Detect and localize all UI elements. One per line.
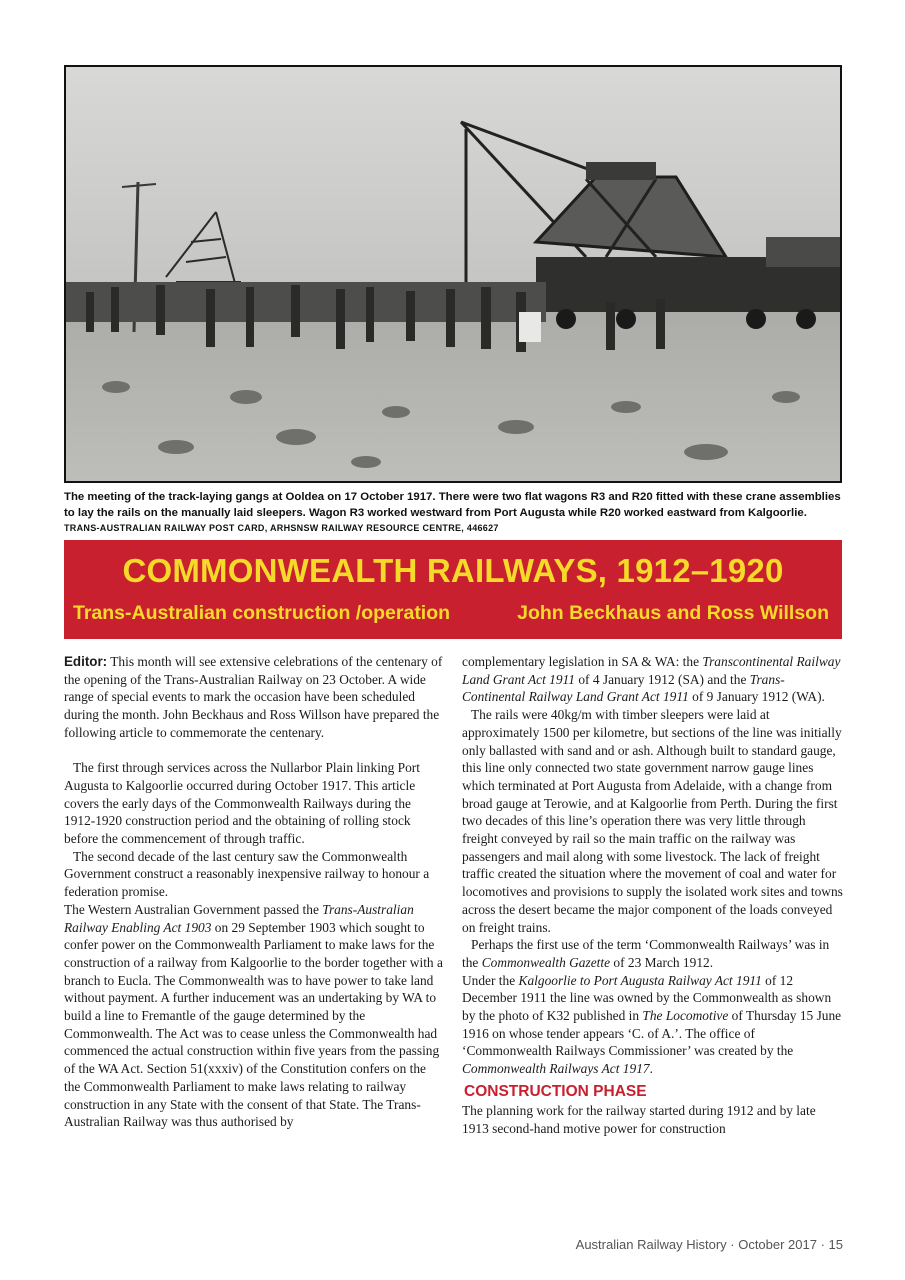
right-column [462,653,844,1137]
body-paragraph: The first through services across the Nullarbor Plain linking Port Augusta to Kalgoorlie occurred during October 1917. This article covers the early days of the Commonwealth Railways during the 1912-1920 construction period and the obtaining of rolling stock before the commencement of through traffic. [64,760,420,847]
body-paragraph: Perhaps the first use of the term ‘Commonwealth Railways’ was in the Commonwealth Gazette of 23 March 1912. [462,937,830,970]
article-authors: John Beckhaus and Ross Willson [517,602,829,624]
body-paragraph: The Western Australian Government passed the Trans-Australian Railway Enabling Act 1903 on 29 September 1903 which sought to confer power on the Commonwealth Parliament to make laws for the construction of a railway from Kalgoorlie to the border together with a branch to Eucla. The Commonwealth was to have power to take land without payment. A further inducement was an undertaking by WA to build a line to Fremantle of the gauge determined by the Commonwealth. The Act was to cease unless the Commonwealth had commenced the actual construction within five years from the passing of the WA Act. Section 51(xxxiv) of the Constitution confers on the the Commonwealth Parliament to make laws relating to railway construction in any State with the consent of that State. The Trans-Australian Railway was thus authorised by [64,901,443,1130]
editor-text: This month will see extensive celebrations of the centenary of the opening of the Trans-Australian Railway on 23 October. A wide range of special events to mark the occasion have been scheduled during the month. John Beckhaus and Ross Willson have prepared the following article to commemorate the centenary. [64,654,443,740]
body-paragraph: complementary legislation in SA & WA: the Transcontinental Railway Land Grant Act 1911 of 4 January 1912 (SA) and the Trans-Continental Railway Land Grant Act 1911 of 9 January 1912 (WA). [462,654,841,705]
page-footer: Australian Railway History · October 2017 · 15 [575,1237,843,1252]
left-column [64,653,444,1131]
act-title: Trans-Continental Railway Land Grant Act 1911 [462,671,785,705]
publication-title: The Locomotive [642,1008,729,1024]
act-title: Transcontinental Railway Land Grant Act 1911 [462,654,841,687]
caption-text: The meeting of the track-laying gangs at Ooldea on 17 October 1917. There were two flat wagons R3 and R20 fitted with these crane assemblies to lay the rails on the manually laid sleepers. Wagon R3 worked westward from Port Augusta while R20 worked eastward from Kalgoorlie. [64,491,841,519]
section-heading: CONSTRUCTION PHASE [464,1082,647,1100]
editor-label: Editor: [64,654,108,669]
title-banner [64,540,842,639]
body-paragraph: Under the Kalgoorlie to Port Augusta Railway Act 1911 of 12 December 1911 the line was owned by the Commonwealth as shown by the photo of K32 published in The Locomotive of Thursday 15 June 1916 on whose tender appears ‘C. of A.’. The office of ‘Commonwealth Railways Commissioner’ was created by the Commonwealth Railways Act 1917. [462,972,842,1077]
railway-construction-photo [64,65,842,483]
editor-note [64,653,444,742]
act-title: Commonwealth Railways Act 1917 [462,1061,650,1077]
body-paragraph: The second decade of the last century saw the Commonwealth Government construct a reasonably inexpensive railway to honour a federation promise. [64,848,430,900]
article-subtitle: Trans-Australian construction /operation [73,602,451,624]
body-paragraph: The planning work for the railway started during 1912 and by late 1913 second-hand motive power for construction [462,1102,816,1136]
caption-credit: TRANS-AUSTRALIAN RAILWAY POST CARD, ARHSNSW RAILWAY RESOURCE CENTRE, 446627 [64,523,499,533]
publication-title: Commonwealth Gazette [481,954,611,970]
photo-caption [64,490,844,537]
article-title: COMMONWEALTH RAILWAYS, 1912–1920 [122,552,784,589]
body-paragraph: The rails were 40kg/m with timber sleepers were laid at approximately 1500 per kilometre, but sections of the line was initially only ballasted with sand and or ash. Although built to standard gauge, this line only connected two state government narrow gauge lines which terminated at Port Augusta from Adelaide, with a change from broad gauge at Terowie, and at Kalgoorlie from Perth. During the first two decades of this line’s operation there was very little through freight conveyed by rail so the main traffic on the railway was passengers and mail along with some livestock. The lack of freight traffic created the situation where the movement of coal and water for locomotives and provisions to supply the isolated work sites and towns across the desert became the major component of the loads conveyed on freight trains. [462,707,843,935]
act-title: Kalgoorlie to Port Augusta Railway Act 1911 [518,972,762,988]
act-title: Trans-Australian Railway Enabling Act 1903 [64,901,414,935]
photo-illustration [66,67,840,481]
